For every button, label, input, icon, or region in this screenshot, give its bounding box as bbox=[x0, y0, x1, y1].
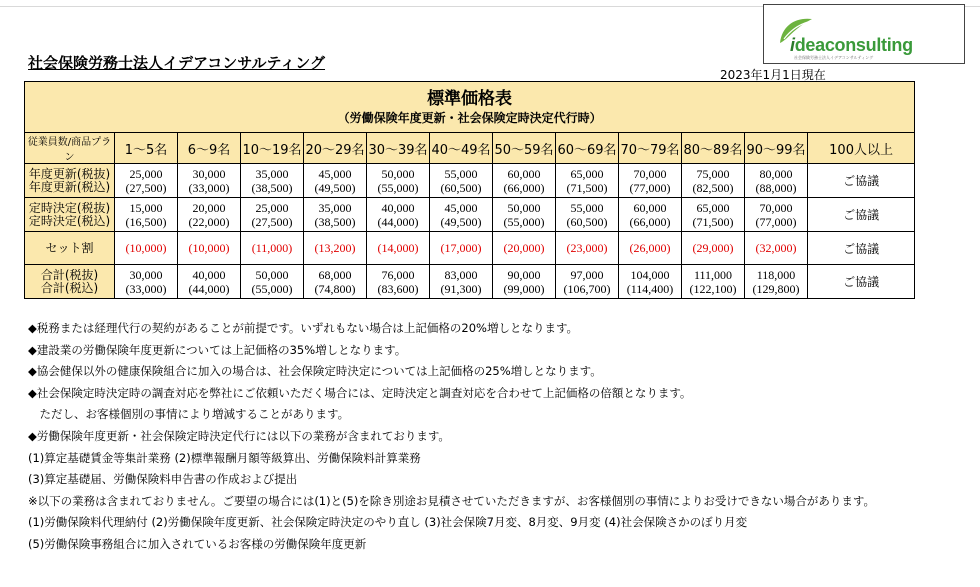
discount-cell: (29,000) bbox=[682, 232, 745, 265]
price-cell: 65,000 (71,500) bbox=[682, 198, 745, 232]
negotiable-cell: ご協議 bbox=[808, 232, 915, 265]
price-cell: 50,000 (55,000) bbox=[241, 265, 304, 299]
price-cell: 50,000 (55,000) bbox=[493, 198, 556, 232]
price-cell: 35,000 (38,500) bbox=[304, 198, 367, 232]
price-cell: 83,000 (91,300) bbox=[430, 265, 493, 299]
price-cell: 75,000 (82,500) bbox=[682, 164, 745, 198]
note-line: ※以下の業務は含まれておりません。ご要望の場合には(1)と(5)を除き別途お見積させていただきますが、お客様個別の事情によりお受けできない場合があります。 bbox=[28, 493, 875, 508]
column-header: 50～59名 bbox=[493, 133, 556, 164]
price-cell: 25,000 (27,500) bbox=[115, 164, 178, 198]
note-line: ◆建設業の労働保険年度更新については上記価格の35%増しとなります。 bbox=[28, 342, 407, 357]
note-line: ◆社会保険定時決定時の調査対応を弊社にご依頼いただく場合には、定時決定と調査対応を合わせて上記価格の倍額となります。 bbox=[28, 385, 692, 400]
column-header: 70～79名 bbox=[619, 133, 682, 164]
discount-cell: (26,000) bbox=[619, 232, 682, 265]
price-cell: 20,000 (22,000) bbox=[178, 198, 241, 232]
as-of-date: 2023年1月1日現在 bbox=[720, 68, 826, 82]
discount-cell: (13,200) bbox=[304, 232, 367, 265]
price-cell: 25,000 (27,500) bbox=[241, 198, 304, 232]
price-cell: 40,000 (44,000) bbox=[367, 198, 430, 232]
column-header: 100人以上 bbox=[808, 133, 915, 164]
discount-cell: (20,000) bbox=[493, 232, 556, 265]
row-label: セット割 bbox=[25, 232, 115, 265]
logo-subtitle: 社会保険労務士法人イデアコンサルティング bbox=[794, 55, 874, 60]
note-line: ◆労働保険年度更新・社会保険定時決定代行には以下の業務が含まれております。 bbox=[28, 428, 450, 443]
price-cell: 65,000 (71,500) bbox=[556, 164, 619, 198]
note-line: (1)労働保険料代理納付 (2)労働保険年度更新、社会保険定時決定のやり直し (3)社会保険7月変、8月変、9月変 (4)社会保険さかのぼり月変 bbox=[28, 515, 748, 530]
company-name: 社会保険労務士法人イデアコンサルティング bbox=[28, 54, 326, 72]
negotiable-cell: ご協議 bbox=[808, 164, 915, 198]
price-cell: 30,000 (33,000) bbox=[178, 164, 241, 198]
column-header: 従業員数/商品プラン bbox=[25, 133, 115, 164]
note-line: (1)算定基礎賃金等集計業務 (2)標準報酬月額等級算出、労働保険料計算業務 bbox=[28, 450, 421, 465]
table-header-row bbox=[25, 133, 915, 164]
price-cell: 70,000 (77,000) bbox=[745, 198, 808, 232]
price-cell: 104,000 (114,400) bbox=[619, 265, 682, 299]
price-cell: 118,000 (129,800) bbox=[745, 265, 808, 299]
column-header: 60～69名 bbox=[556, 133, 619, 164]
discount-cell: (10,000) bbox=[178, 232, 241, 265]
company-logo bbox=[763, 4, 965, 64]
table-title-cell bbox=[25, 82, 915, 133]
note-line: (3)算定基礎届、労働保険料申告書の作成および提出 bbox=[28, 472, 298, 487]
table-row-total bbox=[25, 265, 915, 299]
price-cell: 68,000 (74,800) bbox=[304, 265, 367, 299]
column-header: 90～99名 bbox=[745, 133, 808, 164]
table-row-periodic-decision bbox=[25, 198, 915, 232]
negotiable-cell: ご協議 bbox=[808, 198, 915, 232]
note-line: ◆税務または経理代行の契約があることが前提です。いずれもない場合は上記価格の20%増しとなります。 bbox=[28, 321, 579, 335]
column-header: 10～19名 bbox=[241, 133, 304, 164]
row-label: 定時決定(税抜) 定時決定(税込) bbox=[25, 198, 115, 232]
price-cell: 55,000 (60,500) bbox=[430, 164, 493, 198]
price-cell: 60,000 (66,000) bbox=[493, 164, 556, 198]
discount-cell: (17,000) bbox=[430, 232, 493, 265]
discount-cell: (23,000) bbox=[556, 232, 619, 265]
row-label: 合計(税抜) 合計(税込) bbox=[25, 265, 115, 299]
table-row-annual-update bbox=[25, 164, 915, 198]
negotiable-cell: ご協議 bbox=[808, 265, 915, 299]
table-row-set-discount bbox=[25, 232, 915, 265]
price-table bbox=[24, 81, 915, 299]
price-cell: 80,000 (88,000) bbox=[745, 164, 808, 198]
column-header: 80～89名 bbox=[682, 133, 745, 164]
price-cell: 45,000 (49,500) bbox=[304, 164, 367, 198]
price-cell: 90,000 (99,000) bbox=[493, 265, 556, 299]
discount-cell: (14,000) bbox=[367, 232, 430, 265]
price-cell: 76,000 (83,600) bbox=[367, 265, 430, 299]
column-header: 1～5名 bbox=[115, 133, 178, 164]
price-cell: 15,000 (16,500) bbox=[115, 198, 178, 232]
price-cell: 60,000 (66,000) bbox=[619, 198, 682, 232]
price-cell: 70,000 (77,000) bbox=[619, 164, 682, 198]
price-cell: 55,000 (60,500) bbox=[556, 198, 619, 232]
discount-cell: (32,000) bbox=[745, 232, 808, 265]
column-header: 30～39名 bbox=[367, 133, 430, 164]
price-cell: 40,000 (44,000) bbox=[178, 265, 241, 299]
discount-cell: (11,000) bbox=[241, 232, 304, 265]
note-line: ただし、お客様個別の事情により増減することがあります。 bbox=[28, 407, 350, 422]
price-cell: 50,000 (55,000) bbox=[367, 164, 430, 198]
note-line: (5)労働保険事務組合に加入されているお客様の労働保険年度更新 bbox=[28, 536, 367, 551]
price-cell: 30,000 (33,000) bbox=[115, 265, 178, 299]
column-header: 20～29名 bbox=[304, 133, 367, 164]
table-subtitle: （労働保険年度更新・社会保険定時決定代行時） bbox=[337, 111, 602, 125]
column-header: 40～49名 bbox=[430, 133, 493, 164]
column-header: 6～9名 bbox=[178, 133, 241, 164]
price-cell: 111,000 (122,100) bbox=[682, 265, 745, 299]
table-title: 標準価格表 bbox=[427, 89, 513, 109]
logo-wordmark: ideaconsulting bbox=[790, 35, 913, 55]
price-cell: 35,000 (38,500) bbox=[241, 164, 304, 198]
notes-section bbox=[28, 318, 968, 556]
price-cell: 45,000 (49,500) bbox=[430, 198, 493, 232]
price-cell: 97,000 (106,700) bbox=[556, 265, 619, 299]
row-label: 年度更新(税抜) 年度更新(税込) bbox=[25, 164, 115, 198]
note-line: ◆協会健保以外の健康保険組合に加入の場合は、社会保険定時決定については上記価格の25%増しとなります。 bbox=[28, 364, 602, 379]
discount-cell: (10,000) bbox=[115, 232, 178, 265]
